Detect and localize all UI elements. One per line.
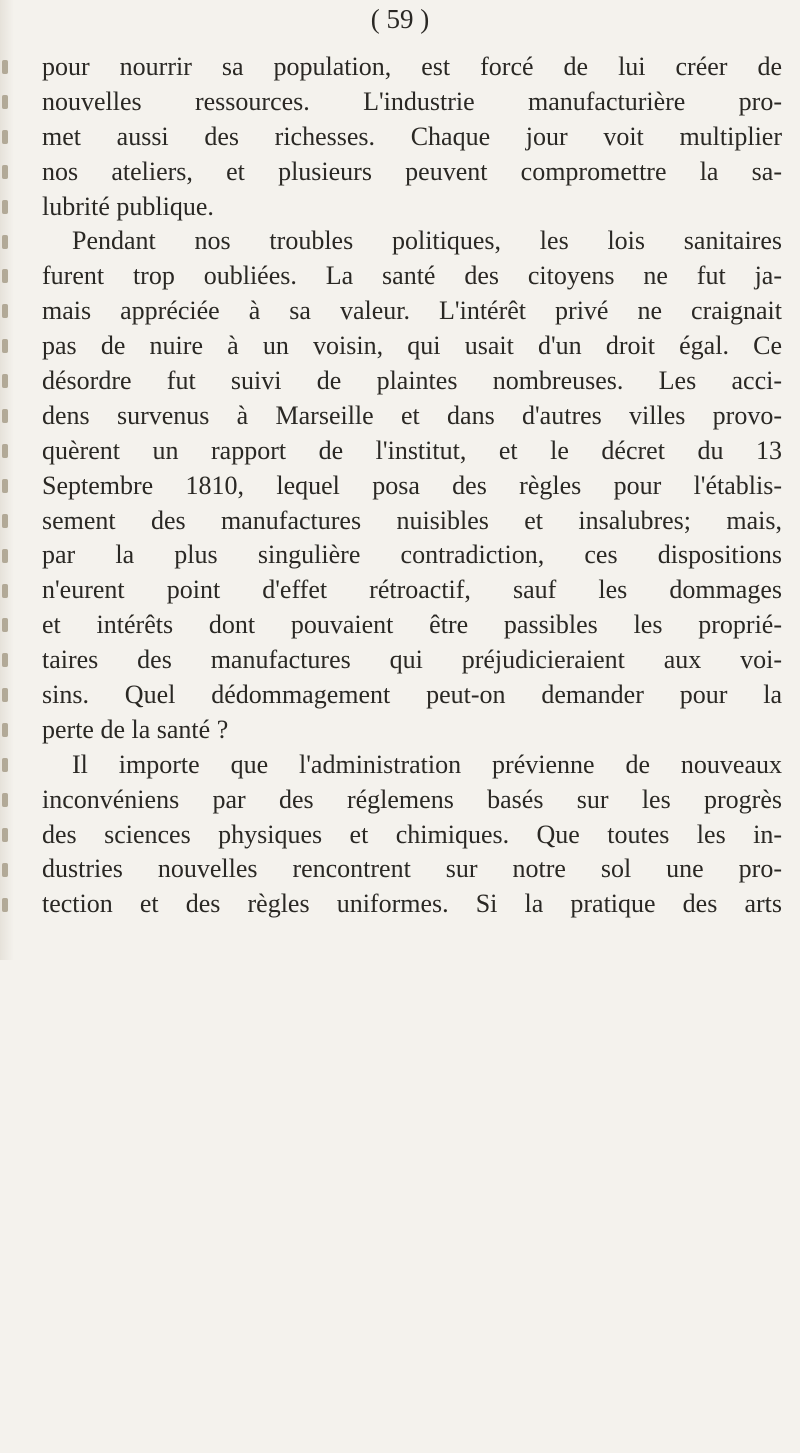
text-line: tection et des règles uniformes. Si la pratique des arts xyxy=(42,889,782,919)
text-line: pour nourrir sa population, est forcé de lui créer de xyxy=(42,52,782,81)
binding-mark xyxy=(2,200,8,214)
binding-mark xyxy=(2,723,8,737)
binding-mark xyxy=(2,584,8,598)
binding-mark xyxy=(2,339,8,353)
binding-mark xyxy=(2,618,8,632)
binding-mark xyxy=(2,898,8,912)
text-line: nos ateliers, et plusieurs peuvent compromettre la sa- xyxy=(42,156,782,186)
binding-mark xyxy=(2,549,8,563)
text-line: Il importe que l'administration prévienne de nouveaux xyxy=(72,749,782,779)
binding-mark xyxy=(2,863,8,877)
text-line: n'eurent point d'effet rétroactif, sauf les dommages xyxy=(42,575,782,605)
text-line: furent trop oubliées. La santé des citoyens ne fut ja- xyxy=(42,261,782,291)
binding-mark xyxy=(2,479,8,493)
text-line: désordre fut suivi de plaintes nombreuses. Les acci- xyxy=(42,366,782,396)
text-line: et intérêts dont pouvaient être passibles les proprié- xyxy=(42,610,782,640)
binding-mark xyxy=(2,269,8,283)
text-line: quèrent un rapport de l'institut, et le décret du 13 xyxy=(42,435,782,465)
text-line: nouvelles ressources. L'industrie manufacturière pro- xyxy=(42,86,782,116)
text-line: dustries nouvelles rencontrent sur notre sol une pro- xyxy=(42,854,782,884)
text-line: sement des manufactures nuisibles et insalubres; mais, xyxy=(42,505,782,535)
page-number: ( 59 ) xyxy=(370,4,430,34)
text-line: des sciences physiques et chimiques. Que toutes les in- xyxy=(42,819,782,849)
text-line: taires des manufactures qui préjudicieraient aux voi- xyxy=(42,645,782,675)
text-line: pas de nuire à un voisin, qui usait d'un droit égal. Ce xyxy=(42,331,782,361)
binding-mark xyxy=(2,514,8,528)
binding-mark xyxy=(2,374,8,388)
text-line: Pendant nos troubles politiques, les lois sanitaires xyxy=(72,226,782,256)
text-line: perte de la santé ? xyxy=(42,714,229,744)
text-line: inconvéniens par des réglemens basés sur les progrès xyxy=(42,784,782,814)
binding-mark xyxy=(2,165,8,179)
binding-mark xyxy=(2,758,8,772)
text-line: mais appréciée à sa valeur. L'intérêt privé ne craignait xyxy=(42,296,782,326)
text-line: Septembre 1810, lequel posa des règles pour l'établis- xyxy=(42,470,782,500)
text-line: dens survenus à Marseille et dans d'autres villes provo- xyxy=(42,400,782,430)
binding-mark xyxy=(2,793,8,807)
binding-mark xyxy=(2,130,8,144)
binding-mark xyxy=(2,688,8,702)
binding-mark xyxy=(2,60,8,74)
binding-mark xyxy=(2,235,8,249)
text-line: met aussi des richesses. Chaque jour voit multiplier xyxy=(42,121,782,151)
text-line: sins. Quel dédommagement peut-on demander pour la xyxy=(42,680,782,710)
binding-mark xyxy=(2,304,8,318)
body-text xyxy=(42,50,782,922)
binding-mark xyxy=(2,828,8,842)
binding-mark xyxy=(2,653,8,667)
text-line: par la plus singulière contradiction, ces dispositions xyxy=(42,540,782,570)
binding-mark xyxy=(2,95,8,109)
binding-mark xyxy=(2,444,8,458)
binding-mark xyxy=(2,409,8,423)
text-line: lubrité publique. xyxy=(42,191,214,221)
